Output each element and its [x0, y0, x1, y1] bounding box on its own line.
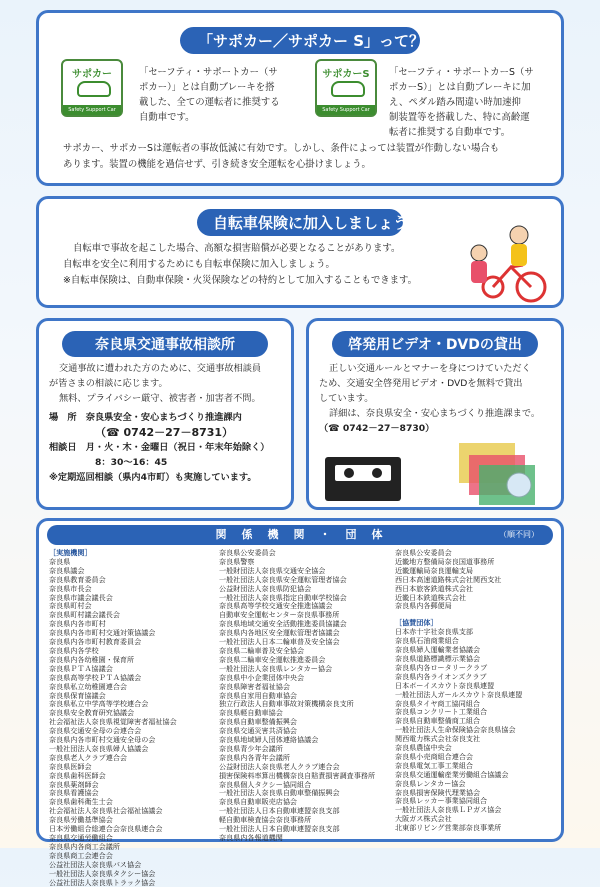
org-item: 損害保険料率算出機構奈良自賠責損害調査事務所	[219, 770, 376, 780]
org-item: 奈良県町村議会議長会	[49, 610, 120, 620]
org-item: 奈良県教育委員会	[49, 574, 106, 584]
org-item: 奈良県歯科医師会	[49, 770, 106, 780]
org-item: 奈良県私立幼稚園連合会	[49, 681, 128, 691]
org-item: 奈良県保育協議会	[49, 690, 106, 700]
column-header: ［協賛団体］	[395, 618, 438, 628]
org-item: 公益社団法人奈良県トラック協会	[49, 877, 156, 887]
consultation-text: 交通事故に遭われた方のために、交通事故相談員 が皆さまの相談に応じます。 無料、プライバシー厳守、被害者・加害者不問。 場 所 奈良県安全・安心まちづくり推進課内 （☎ 0742－27－8731） 相談日 月・火・木・金曜日（祝日・年末年始除く） 8：30～16：45 ※定期巡回相談（県内4市町）も実施しています。	[49, 361, 291, 485]
org-item: 奈良県ＰＴＡ協議会	[49, 663, 113, 673]
logo-footer: Safety Support Car	[317, 105, 375, 115]
org-item: 奈良県農協中央会	[395, 743, 452, 753]
org-item: 公益社団法人奈良県バス協会	[49, 859, 142, 869]
org-item: 軽自動車検査協会奈良事務所	[219, 815, 312, 825]
org-item: 奈良県議会	[49, 565, 85, 575]
org-item: 社会福祉法人奈良県社会福祉協議会	[49, 806, 163, 816]
org-item: 奈良県内各青年会議所	[219, 752, 290, 762]
days-value: 月・火・木・金曜日（祝日・年末年始除く）	[85, 442, 270, 453]
org-item: 奈良県婦人運輸業者協議会	[395, 645, 481, 655]
video-panel	[306, 318, 564, 510]
org-item: 自動車安全運転センター奈良県事務所	[219, 610, 340, 620]
org-item: 奈良県タイヤ商工協同組合	[395, 698, 480, 708]
org-item: 奈良県レッカー事業協同組合	[395, 796, 488, 806]
org-item: 奈良県内各ライオンズクラブ	[395, 671, 487, 681]
org-item: 奈良県公安委員会	[395, 548, 452, 557]
org-item: 奈良県商工会連合会	[49, 850, 113, 860]
org-item: 奈良県地域婦人団体連絡協議会	[219, 735, 319, 745]
consultation-title: 奈良県交通事故相談所	[62, 331, 268, 357]
place-label: 場 所	[49, 412, 77, 423]
org-item: 奈良県歯科衛生士会	[49, 797, 113, 807]
sapocar-s-logo	[315, 59, 377, 117]
org-item: 奈良県内各報道機関	[219, 833, 283, 842]
consultation-panel	[36, 318, 294, 510]
org-item: 奈良県看護協会	[49, 788, 99, 798]
hours-value: 8：30～16：45	[95, 457, 168, 468]
org-item: 奈良県障害者福祉協会	[219, 681, 290, 691]
org-item: 奈良県コンクリート工業組合	[395, 707, 488, 717]
consultation-tel: （☎ 0742－27－8731）	[95, 426, 234, 439]
organizations-subtitle: （順不同）	[499, 530, 539, 539]
org-item: 一般社団法人奈良県ＬＰガス協会	[395, 805, 502, 815]
org-item: 奈良県老人クラブ連合会	[49, 752, 128, 762]
video-tel: （☎ 0742－27－8730）	[319, 423, 435, 434]
org-item: 奈良県小売商組合連合会	[395, 751, 474, 761]
place-value: 奈良県安全・安心まちづくり推進課内	[85, 412, 242, 423]
org-item: 奈良県薬剤師会	[49, 779, 99, 789]
org-item: 奈良県内各市町村交通対策協議会	[49, 628, 156, 638]
org-item: 奈良県高等学校交通安全推進協議会	[219, 601, 333, 611]
org-item: 奈良県自動車整備商工組合	[395, 716, 481, 726]
org-item: 奈良県レンタカー協会	[395, 778, 466, 788]
bicycle-title: 自転車保険に加入しましょう	[197, 209, 403, 236]
org-item: 奈良県内各市町村交通安全母の会	[49, 735, 156, 745]
org-item: 奈良県内各地区安全運転管理者協議会	[219, 628, 340, 638]
org-item: 近畿地方整備局奈良国道事務所	[395, 556, 495, 566]
org-item: 奈良県中小企業団体中央会	[219, 672, 305, 682]
sapocar-logo	[61, 59, 123, 117]
org-item: 社会福祉法人奈良県視覚障害者福祉協会	[49, 717, 177, 727]
video-text: 正しい交通ルールとマナーを身につけていただく ため、交通安全啓発用ビデオ・DVDを無料で貸出 しています。 詳細は、奈良県安全・安心まちづくり推進課まで。 （☎ 0742－27－8730）	[319, 361, 561, 436]
sapocar-s-description: 「セーフティ・サポートカーS（サ ポカーS）」とは自動ブレーキに加 え、ペダル踏み間違い時加速抑 制装置等を搭載した、特に高齢運 転者に推奨する自動車です。	[389, 67, 534, 138]
organizations-column-1	[49, 549, 177, 887]
org-item: 日本ボーイスカウト奈良県連盟	[395, 680, 495, 690]
org-item: 奈良県地域交通安全活動推進委員協議会	[219, 619, 347, 629]
org-item: 関西電力株式会社奈良支社	[395, 734, 481, 744]
org-item: 近畿日本鉄道株式会社	[395, 592, 466, 602]
days-label: 相談日	[49, 442, 77, 453]
org-item: 奈良県医師会	[49, 761, 92, 771]
org-item: 奈良県内各商工会議所	[49, 841, 120, 851]
sapocar-description: 「セーフティ・サポートカー（サ ポカー）」とは自動ブレーキを搭 載した、全ての運転者に推奨する 自動車です。	[139, 67, 280, 123]
org-item: 奈良県交通労働組合	[49, 833, 113, 842]
org-item: 奈良県内各幼稚園・保育所	[49, 654, 135, 664]
org-item: 北東部リビング営業部奈良事業所	[395, 823, 502, 833]
org-item: 奈良県石油商業組合	[395, 636, 459, 646]
org-item: 奈良県公安委員会	[219, 548, 276, 557]
org-item: 奈良県労働基準協会	[49, 815, 113, 825]
org-item: 一般社団法人奈良県レンタカー協会	[219, 663, 333, 673]
org-item: 奈良県内各市町村	[49, 619, 106, 629]
org-item: 一般財団法人奈良県交通安全協会	[219, 565, 326, 575]
org-item: 独立行政法人自動車事故対策機構奈良支所	[219, 699, 354, 709]
org-item: 奈良県個人タクシー協同組合	[219, 779, 312, 789]
logo-footer: Safety Support Car	[63, 105, 121, 115]
org-item: 奈良県交通運輸産業労働組合協議会	[395, 769, 509, 779]
org-item: 奈良県電気工事工業組合	[395, 760, 474, 770]
org-item: 公益財団法人奈良県防犯協会	[219, 583, 312, 593]
organizations-header	[47, 525, 553, 545]
org-item: 奈良県自動車整備振興会	[219, 717, 298, 727]
org-item: 奈良県市議会議長会	[49, 592, 113, 602]
org-item: 奈良県二輪車普及安全協会	[219, 645, 305, 655]
sapocar-note: サポカー、サポカーSは運転者の事故低減に有効です。しかし、条件によっては装置が作動しない場合も あります。装置の機能を過信せず、引き続き安全運転を心掛けましょう。	[63, 143, 500, 170]
org-item: 一般社団法人奈良県指定自動車学校協会	[219, 592, 347, 602]
organizations-title: 関 係 機 関 ・ 団 体	[215, 528, 385, 541]
org-item: 奈良県内各郵便局	[395, 601, 452, 611]
org-item: 奈良県交通安全母の会連合会	[49, 726, 142, 736]
org-item: 日本赤十字社奈良県支部	[395, 627, 474, 637]
org-item: 一般社団法人奈良県タクシー協会	[49, 868, 156, 878]
org-item: 奈良県町村会	[49, 601, 92, 611]
org-item: 奈良県市長会	[49, 583, 92, 593]
org-item: 一般社団法人奈良県自動車整備振興会	[219, 788, 340, 798]
column-header: ［実施機関］	[49, 548, 92, 557]
logo-text: サポカー	[72, 69, 112, 80]
consultation-note: ※定期巡回相談（県内4市町）も実施しています。	[49, 472, 257, 483]
org-item: 一般社団法人ガールスカウト奈良県連盟	[395, 689, 523, 699]
org-item: 奈良県	[49, 556, 71, 566]
org-item: 一般社団法人日本二輪車普及安全協会	[219, 637, 340, 647]
car-icon	[331, 81, 365, 97]
org-item: 奈良県私立中学高等学校連合会	[49, 699, 149, 709]
org-item: 日本労働組合総連合会奈良県連合会	[49, 824, 163, 834]
organizations-column-2	[219, 549, 375, 843]
organizations-column-3	[395, 549, 522, 833]
organizations-panel	[36, 518, 564, 887]
org-item: 奈良県道路標識標示業協会	[395, 653, 481, 663]
org-item: 奈良県内各市町村教育委員会	[49, 637, 142, 647]
org-item: 奈良県損害保険代理業協会	[395, 787, 481, 797]
logo-text: サポカーS	[322, 69, 370, 80]
org-item: 奈良県自家用自動車協会	[219, 690, 298, 700]
sapocar-title: 「サポカー／サポカー S」って？	[180, 27, 420, 54]
org-item: 奈良県警察	[219, 556, 255, 566]
bicycle-text: 自転車で事故を起こした場合、高額な損害賠償が必要となることがあります。 自転車を安全に利用するためにも自転車保険に加入しましょう。 ※自転車保険は、自動車保険・火災保険などの特約として加入することもできます。	[63, 243, 417, 286]
org-item: 一般社団法人日本自動車連盟奈良支部	[219, 824, 340, 834]
car-icon	[77, 81, 111, 97]
org-item: 一般社団法人日本自動車連盟奈良支部	[219, 806, 340, 816]
org-item: 近畿運輸局奈良運輸支局	[395, 565, 474, 575]
org-item: 奈良県内各ロータリークラブ	[395, 662, 488, 672]
org-item: 奈良県高等学校ＰＴＡ協議会	[49, 672, 142, 682]
org-item: 奈良県安全教育研究協議会	[49, 708, 135, 718]
sapocar-panel	[36, 10, 564, 186]
org-item: 西日本高速道路株式会社関西支社	[395, 574, 502, 584]
org-item: 奈良県青少年会議所	[219, 743, 283, 753]
org-item: 一般社団法人奈良県安全運転管理者協会	[219, 574, 347, 584]
bicycle-insurance-panel	[36, 196, 564, 308]
org-item: 公益財団法人奈良県老人クラブ連合会	[219, 761, 340, 771]
org-item: 奈良県軽自動車協会	[219, 708, 283, 718]
org-item: 奈良県交通災害共済協会	[219, 726, 298, 736]
org-item: 一般社団法人奈良県婦人協議会	[49, 743, 149, 753]
org-item: 西日本旅客鉄道株式会社	[395, 583, 474, 593]
org-item: 奈良県内各学校	[49, 645, 99, 655]
org-item: 一般社団法人生命保険協会奈良県協会	[395, 725, 516, 735]
video-dvd-illustration	[319, 439, 559, 507]
video-title: 啓発用ビデオ・DVDの貸出	[332, 331, 538, 357]
org-item: 奈良県自動車販売店協会	[219, 797, 298, 807]
org-item: 大阪ガス株式会社	[395, 814, 452, 824]
bicycle-accident-illustration	[459, 213, 559, 305]
org-item: 奈良県二輪車安全運転推進委員会	[219, 654, 326, 664]
